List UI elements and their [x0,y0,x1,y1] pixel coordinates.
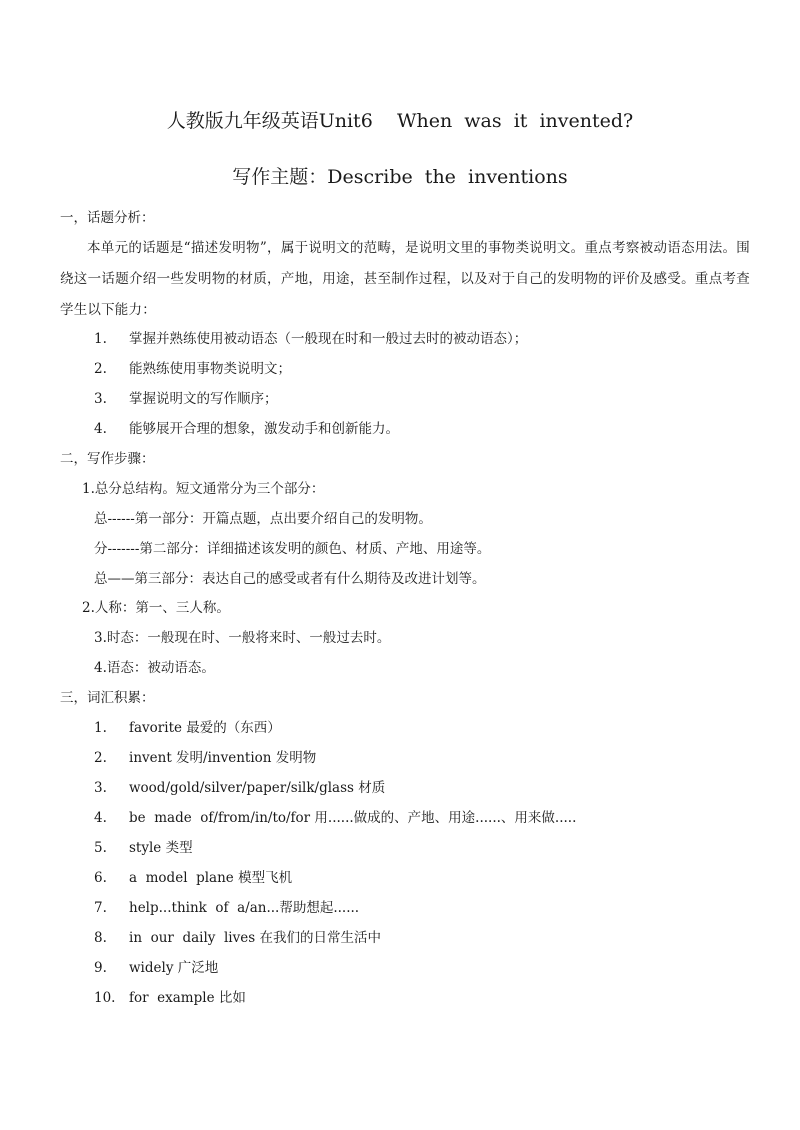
list-item-text: widely 广泛地 [129,960,219,976]
list-item-number: 8. [94,930,107,946]
list-item-text: help...think of a/an...帮助想起...... [129,900,360,916]
list-item-number: 4. [94,421,107,437]
list-item-number: 10. [94,990,116,1006]
list-item-text: 掌握说明文的写作顺序； [129,391,278,407]
list-item-number: 9. [94,960,107,976]
list-item-text: style 类型 [129,840,193,856]
list-item-text: invent 发明/invention 发明物 [129,750,317,766]
section-heading-vocabulary: 三，词汇积累： [60,690,155,706]
list-item-text: 能熟练使用事物类说明文； [129,361,291,377]
document-subtitle: 写作主题：Describe the inventions [232,166,568,188]
topic-analysis-paragraph: 本单元的话题是“描述发明物”，属于说明文的范畴，是说明文里的事物类说明文。重点考察被动语态用法。围绕这一话题介绍一些发明物的材质，产地，用途，甚至制作过程，以及对于自己的发明物的评价及感受。重点考查学生以下能力： [60,240,750,318]
structure-part-2: 分-------第二部分：详细描述该发明的颜色、材质、产地、用途等。 [94,541,491,557]
list-item-text: favorite 最爱的（东西） [129,720,281,736]
section-heading-writing-steps: 二，写作步骤： [60,451,155,467]
structure-part-3: 总——第三部分：表达自己的感受或者有什么期待及改进计划等。 [94,571,486,587]
step-tense: 3.时态：一般现在时、一般将来时、一般过去时。 [94,630,391,646]
list-item-number: 4. [94,810,107,826]
list-item-number: 2. [94,361,107,377]
step-person: 2.人称：第一、三人称。 [82,600,230,616]
list-item-text: in our daily lives 在我们的日常生活中 [129,930,381,946]
list-item-text: a model plane 模型飞机 [129,870,293,886]
step-structure: 1.总分总结构。短文通常分为三个部分： [82,481,325,497]
document-title: 人教版九年级英语Unit6 When was it invented? [166,110,634,132]
list-item-number: 7. [94,900,107,916]
list-item-number: 1. [94,331,107,347]
list-item-number: 2. [94,750,107,766]
list-item-number: 3. [94,780,107,796]
list-item-text: be made of/from/in/to/for 用......做成的、产地、用途......、用来做..... [129,810,577,826]
list-item-number: 5. [94,840,107,856]
section-heading-topic-analysis: 一，话题分析： [60,210,155,226]
list-item-number: 3. [94,391,107,407]
list-item-number: 1. [94,720,107,736]
list-item-text: 掌握并熟练使用被动语态（一般现在时和一般过去时的被动语态）； [129,331,528,347]
list-item-text: 能够展开合理的想象，激发动手和创新能力。 [129,421,399,437]
list-item-number: 6. [94,870,107,886]
list-item-text: wood/gold/silver/paper/silk/glass 材质 [129,780,386,796]
step-voice: 4.语态：被动语态。 [94,660,215,676]
structure-part-1: 总------第一部分：开篇点题，点出要介绍自己的发明物。 [94,511,432,527]
list-item-text: for example 比如 [129,990,246,1006]
